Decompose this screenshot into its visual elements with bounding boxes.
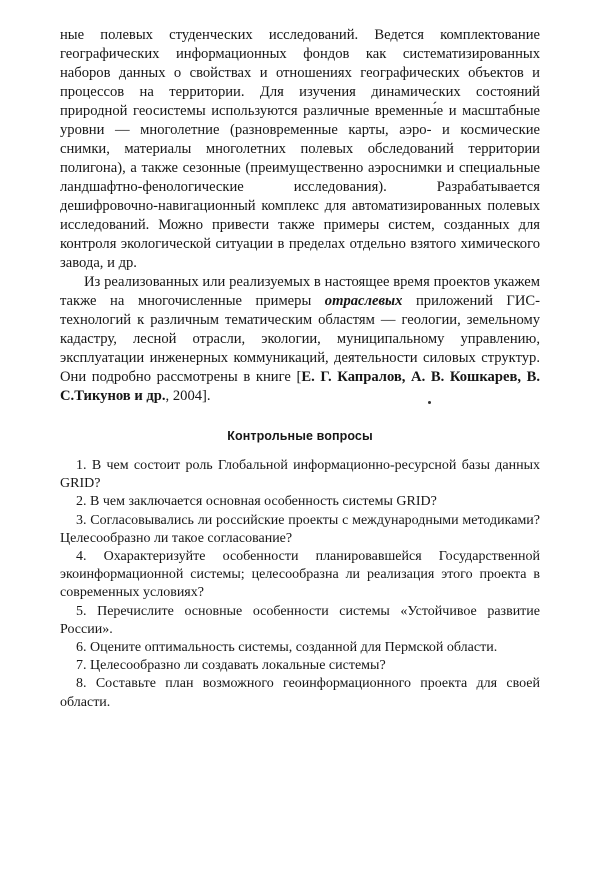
paragraph-continuation: ные полевых студенческих исследований. Ведется комплектование географических информационных фондов как систематизированных наборов данных о свойствах и отношениях географических объектов и процессов на территории. Для изучения динамических состояний природной геосистемы используются различные временны́е и масштабные уровни — многолетние (разновременные карты, аэро- и космические снимки, материалы многолетних полевых обследований территории полигона), а также сезонные (преимущественно аэроснимки и специальные ландшафтно-фенологические исследования). Разрабатывается дешифровочно-навигационный комплекс для автоматизированных полевых исследований. Можно привести также примеры систем, созданных для контроля экологической ситуации в пределах отдельно взятого химического завода, и др. [60, 27, 540, 271]
paragraph-projects-text-2: приложений ГИС-технологий к различным тематическим областям — геологии, земельному кадастру, лесной отрасли, экологии, муниципальному управлению, эксплуатации инженерных коммуникаций, деятельности силовых структур. Они подробно рассмотрены в книге [60, 293, 540, 385]
print-speck [428, 401, 431, 404]
paragraph-projects [60, 273, 540, 406]
questions-list [60, 457, 540, 712]
question-item [60, 457, 540, 493]
question-number: 1. [76, 458, 87, 473]
question-number: 4. [76, 549, 87, 565]
question-number: 6. [76, 640, 87, 656]
page-text [60, 26, 540, 712]
question-number: 2. [76, 494, 87, 510]
question-item [60, 493, 540, 511]
question-number: 7. [76, 658, 87, 674]
question-text: Целесообразно ли создавать локальные системы? [90, 658, 386, 674]
citation-authors: Е. Г. Капралов, А. В. Кошкарев, В. С.Тикунов и др. [60, 369, 540, 404]
question-item [60, 657, 540, 675]
question-text: В чем заключается основная особенность системы GRID? [90, 494, 437, 510]
question-item [60, 639, 540, 657]
citation-open-bracket: [ [296, 369, 302, 385]
question-text: В чем состоит роль Глобальной информационно-ресурсной базы данных GRID? [60, 458, 541, 492]
question-text: Охарактеризуйте особенности планировавшейся Государственной экоинформационной системы; целесообразна ли реализация этого проекта в современных условиях? [60, 549, 541, 601]
question-number: 8. [76, 676, 87, 692]
question-item [60, 548, 540, 603]
section-title: Контрольные вопросы [227, 429, 373, 443]
emphasis-term: отраслевых [324, 293, 403, 309]
question-item [60, 675, 540, 711]
question-text: Оцените оптимальность системы, созданной для Пермской области. [90, 640, 498, 656]
question-text: Согласовывались ли российские проекты с международными методиками? Целесообразно ли такое согласование? [60, 512, 541, 546]
question-text: Перечислите основные особенности системы «Устойчивое развитие России». [60, 603, 541, 637]
paragraph-projects-text-1: Из реализованных или реализуемых в настоящее время проектов укажем также на многочисленные примеры [60, 274, 540, 309]
question-item [60, 603, 540, 639]
question-number: 5. [76, 603, 87, 619]
question-text: Составьте план возможного геоинформационного проекта для своей области. [60, 676, 541, 710]
citation-year: , 2004]. [165, 388, 211, 404]
question-number: 3. [76, 512, 87, 528]
question-item [60, 512, 540, 548]
